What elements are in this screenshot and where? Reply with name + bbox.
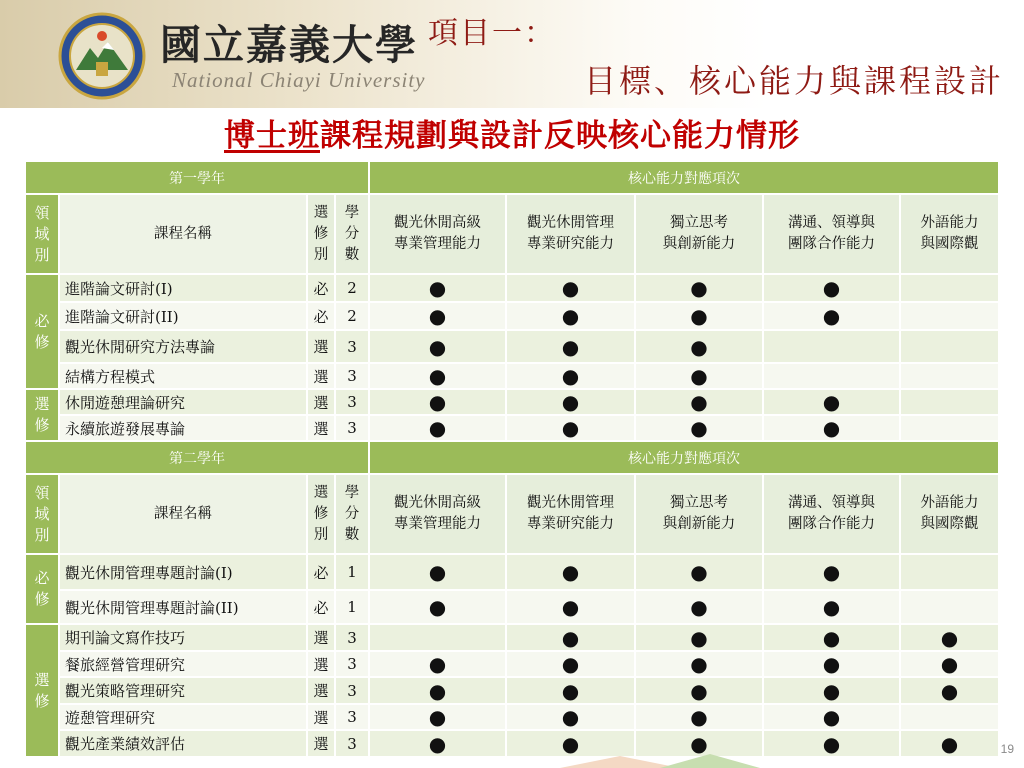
credits-header-char: 學	[344, 204, 360, 221]
domain-char: 選	[34, 670, 50, 689]
competency-cell	[635, 415, 763, 441]
competency-header	[369, 194, 506, 274]
competency-cell	[506, 415, 635, 441]
filled-dot-icon: ●	[822, 595, 841, 619]
competency-header-line: 專業研究能力	[527, 236, 614, 252]
page-number: 19	[1000, 742, 1014, 756]
competency-cell	[763, 330, 900, 363]
filled-dot-icon: ●	[940, 652, 959, 676]
course-type: 選	[307, 330, 335, 363]
competency-cell	[506, 677, 635, 704]
competency-cell	[763, 363, 900, 389]
course-type: 必	[307, 554, 335, 590]
filled-dot-icon: ●	[428, 364, 447, 388]
competency-cell	[635, 590, 763, 624]
filled-dot-icon: ●	[690, 390, 708, 414]
competency-header	[635, 474, 763, 554]
competency-cell	[369, 704, 506, 730]
competency-header-line: 觀光休閒高級	[394, 495, 481, 511]
course-name-header: 課程名稱	[59, 194, 307, 274]
course-row	[25, 624, 999, 651]
competency-header	[369, 474, 506, 554]
filled-dot-icon: ●	[561, 334, 580, 359]
elective-header-char: 選	[313, 204, 329, 221]
credits-header	[335, 194, 369, 274]
competency-cell	[763, 302, 900, 330]
course-row	[25, 415, 999, 441]
domain-cell	[25, 274, 59, 389]
university-seal-icon	[58, 12, 146, 100]
course-type: 必	[307, 274, 335, 302]
filled-dot-icon: ●	[690, 705, 708, 729]
course-credits: 3	[335, 330, 369, 363]
course-row	[25, 389, 999, 415]
course-type: 選	[307, 651, 335, 677]
competency-header-line: 專業管理能力	[394, 236, 481, 252]
domain-header-char: 別	[34, 245, 50, 264]
filled-dot-icon: ●	[428, 652, 447, 676]
course-credits: 2	[335, 274, 369, 302]
competency-cell	[369, 590, 506, 624]
filled-dot-icon: ●	[822, 652, 841, 676]
competency-cell	[506, 389, 635, 415]
course-credits: 3	[335, 415, 369, 441]
elective-header-char: 選	[313, 484, 329, 501]
competency-cell	[900, 651, 999, 677]
filled-dot-icon: ●	[822, 625, 841, 650]
filled-dot-icon: ●	[690, 416, 708, 440]
course-row	[25, 302, 999, 330]
competency-header-line: 與國際觀	[920, 516, 979, 532]
competency-header-line: 外語能力	[920, 215, 979, 231]
competency-cell	[900, 677, 999, 704]
filled-dot-icon: ●	[690, 560, 708, 584]
course-type: 選	[307, 624, 335, 651]
competency-cell	[369, 302, 506, 330]
competency-cell	[763, 704, 900, 730]
filled-dot-icon: ●	[428, 390, 447, 414]
competency-cell	[763, 554, 900, 590]
filled-dot-icon: ●	[822, 678, 841, 703]
competency-cell	[635, 330, 763, 363]
course-name: 永續旅遊發展專論	[59, 415, 307, 441]
competency-cell	[900, 415, 999, 441]
competency-cell	[635, 274, 763, 302]
filled-dot-icon: ●	[561, 652, 580, 676]
competency-cell	[506, 330, 635, 363]
filled-dot-icon: ●	[428, 705, 447, 729]
year-header-row	[25, 161, 999, 194]
competency-cell	[763, 590, 900, 624]
course-name: 觀光休閒管理專題討論(I)	[59, 554, 307, 590]
competency-cell	[506, 554, 635, 590]
filled-dot-icon: ●	[428, 416, 447, 440]
university-name-en: National Chiayi University	[172, 68, 426, 92]
competency-header-line: 與創新能力	[662, 516, 736, 532]
filled-dot-icon: ●	[561, 416, 580, 440]
domain-header-char: 域	[34, 504, 50, 523]
filled-dot-icon: ●	[561, 625, 580, 650]
column-header-row	[25, 474, 999, 554]
course-type: 選	[307, 704, 335, 730]
competency-header-line: 團隊合作能力	[788, 236, 875, 252]
year-label: 第一學年	[25, 161, 369, 194]
competency-cell	[635, 554, 763, 590]
domain-header	[25, 194, 59, 274]
filled-dot-icon: ●	[940, 678, 959, 703]
filled-dot-icon: ●	[561, 731, 580, 756]
course-credits: 1	[335, 590, 369, 624]
filled-dot-icon: ●	[561, 678, 580, 703]
year-label: 第二學年	[25, 441, 369, 474]
course-credits: 3	[335, 677, 369, 704]
course-credits: 3	[335, 704, 369, 730]
mapping-header: 核心能力對應項次	[369, 441, 999, 474]
competency-cell	[506, 651, 635, 677]
competency-header	[506, 474, 635, 554]
course-type: 選	[307, 389, 335, 415]
course-name: 觀光產業績效評估	[59, 730, 307, 757]
competency-cell	[635, 363, 763, 389]
course-credits: 1	[335, 554, 369, 590]
competency-cell	[635, 389, 763, 415]
domain-char: 修	[34, 416, 50, 434]
course-competency-table	[24, 160, 1000, 758]
course-name: 餐旅經營管理研究	[59, 651, 307, 677]
competency-cell	[900, 554, 999, 590]
competency-cell	[369, 677, 506, 704]
competency-cell	[635, 651, 763, 677]
competency-cell	[506, 704, 635, 730]
course-type: 選	[307, 677, 335, 704]
competency-cell	[635, 302, 763, 330]
course-name-header: 課程名稱	[59, 474, 307, 554]
domain-char: 修	[34, 691, 50, 710]
domain-char: 修	[34, 332, 50, 351]
competency-header	[763, 194, 900, 274]
course-name: 觀光休閒研究方法專論	[59, 330, 307, 363]
filled-dot-icon: ●	[561, 390, 580, 414]
course-credits: 2	[335, 302, 369, 330]
filled-dot-icon: ●	[561, 595, 580, 619]
filled-dot-icon: ●	[822, 560, 841, 584]
page-title-rest: 課程規劃與設計反映核心能力情形	[320, 118, 800, 154]
competency-cell	[763, 274, 900, 302]
course-row	[25, 730, 999, 757]
course-type: 選	[307, 363, 335, 389]
competency-cell	[900, 389, 999, 415]
elective-header	[307, 194, 335, 274]
competency-cell	[763, 651, 900, 677]
domain-char: 必	[34, 569, 50, 587]
filled-dot-icon: ●	[428, 560, 447, 584]
domain-header-char: 別	[34, 525, 50, 544]
filled-dot-icon: ●	[561, 276, 580, 300]
elective-header	[307, 474, 335, 554]
competency-cell	[369, 330, 506, 363]
competency-cell	[506, 363, 635, 389]
item-subtitle: 目標、核心能力與課程設計	[583, 62, 1004, 100]
competency-header-line: 觀光休閒高級	[394, 215, 481, 231]
competency-cell	[900, 624, 999, 651]
domain-cell	[25, 624, 59, 757]
competency-header-line: 觀光休閒管理	[527, 215, 614, 231]
course-credits: 3	[335, 651, 369, 677]
university-name: 國立嘉義大學	[160, 21, 418, 69]
competency-cell	[763, 624, 900, 651]
table-body	[25, 161, 999, 757]
header-banner	[0, 0, 1024, 108]
competency-header	[900, 194, 999, 274]
credits-header-char: 數	[344, 246, 360, 263]
competency-cell	[369, 730, 506, 757]
year-header-row	[25, 441, 999, 474]
competency-cell	[900, 363, 999, 389]
filled-dot-icon: ●	[690, 652, 708, 676]
competency-cell	[369, 389, 506, 415]
competency-cell	[369, 363, 506, 389]
competency-header-line: 溝通、領導與	[788, 215, 875, 231]
competency-header-line: 與創新能力	[662, 236, 736, 252]
course-type: 選	[307, 415, 335, 441]
course-row	[25, 363, 999, 389]
course-credits: 3	[335, 389, 369, 415]
domain-header	[25, 474, 59, 554]
course-type: 必	[307, 302, 335, 330]
competency-cell	[369, 554, 506, 590]
filled-dot-icon: ●	[428, 595, 447, 619]
competency-header-line: 與國際觀	[920, 236, 979, 252]
competency-cell	[900, 590, 999, 624]
course-name: 觀光策略管理研究	[59, 677, 307, 704]
competency-cell	[900, 704, 999, 730]
course-row	[25, 704, 999, 730]
course-type: 必	[307, 590, 335, 624]
domain-cell	[25, 554, 59, 624]
filled-dot-icon: ●	[822, 416, 841, 440]
competency-header-line: 觀光休閒管理	[527, 495, 614, 511]
competency-header	[900, 474, 999, 554]
course-name: 進階論文研討(I)	[59, 274, 307, 302]
course-name: 結構方程模式	[59, 363, 307, 389]
credits-header-char: 數	[344, 526, 360, 543]
filled-dot-icon: ●	[690, 276, 708, 300]
filled-dot-icon: ●	[690, 364, 708, 388]
course-row	[25, 330, 999, 363]
competency-header-line: 專業管理能力	[394, 516, 481, 532]
competency-cell	[635, 677, 763, 704]
competency-header	[506, 194, 635, 274]
competency-cell	[763, 677, 900, 704]
page-title	[0, 110, 1024, 155]
competency-cell	[506, 624, 635, 651]
course-row	[25, 590, 999, 624]
competency-cell	[900, 730, 999, 757]
competency-cell	[763, 415, 900, 441]
filled-dot-icon: ●	[822, 390, 841, 414]
competency-cell	[369, 274, 506, 302]
competency-cell	[900, 302, 999, 330]
course-row	[25, 274, 999, 302]
credits-header-char: 分	[344, 225, 360, 242]
filled-dot-icon: ●	[690, 678, 708, 703]
filled-dot-icon: ●	[428, 334, 447, 359]
credits-header-char: 分	[344, 505, 360, 522]
domain-header-char: 領	[34, 203, 50, 222]
filled-dot-icon: ●	[428, 731, 447, 756]
elective-header-char: 別	[313, 526, 329, 543]
filled-dot-icon: ●	[822, 731, 841, 756]
elective-header-char: 修	[313, 225, 329, 242]
competency-cell	[763, 730, 900, 757]
competency-cell	[369, 624, 506, 651]
filled-dot-icon: ●	[428, 678, 447, 703]
domain-header-char: 領	[34, 483, 50, 502]
elective-header-char: 別	[313, 246, 329, 263]
competency-header-line: 團隊合作能力	[788, 516, 875, 532]
domain-char: 必	[34, 311, 50, 330]
column-header-row	[25, 194, 999, 274]
filled-dot-icon: ●	[690, 334, 708, 359]
filled-dot-icon: ●	[561, 364, 580, 388]
competency-cell	[763, 389, 900, 415]
competency-header-line: 溝通、領導與	[788, 495, 875, 511]
competency-cell	[900, 330, 999, 363]
competency-header	[763, 474, 900, 554]
page-title-underlined: 博士班	[224, 118, 320, 154]
domain-char: 選	[34, 395, 50, 413]
filled-dot-icon: ●	[561, 705, 580, 729]
course-credits: 3	[335, 730, 369, 757]
domain-cell	[25, 389, 59, 441]
filled-dot-icon: ●	[561, 560, 580, 584]
filled-dot-icon: ●	[428, 304, 447, 328]
mapping-header: 核心能力對應項次	[369, 161, 999, 194]
filled-dot-icon: ●	[822, 705, 841, 729]
filled-dot-icon: ●	[428, 276, 447, 300]
competency-header-line: 獨立思考	[670, 215, 728, 231]
competency-header	[635, 194, 763, 274]
decorative-leaf	[560, 752, 760, 768]
competency-cell	[506, 302, 635, 330]
filled-dot-icon: ●	[690, 304, 708, 328]
item-title: 項目一：	[428, 16, 556, 51]
filled-dot-icon: ●	[690, 625, 708, 650]
course-credits: 3	[335, 363, 369, 389]
filled-dot-icon: ●	[822, 304, 841, 328]
elective-header-char: 修	[313, 505, 329, 522]
filled-dot-icon: ●	[690, 731, 708, 756]
filled-dot-icon: ●	[940, 625, 959, 650]
competency-cell	[506, 590, 635, 624]
competency-cell	[369, 415, 506, 441]
filled-dot-icon: ●	[690, 595, 708, 619]
filled-dot-icon: ●	[940, 731, 959, 756]
course-row	[25, 554, 999, 590]
competency-header-line: 外語能力	[920, 495, 979, 511]
domain-char: 修	[34, 590, 50, 608]
competency-header-line: 獨立思考	[670, 495, 728, 511]
competency-cell	[900, 274, 999, 302]
credits-header	[335, 474, 369, 554]
competency-cell	[369, 651, 506, 677]
course-name: 期刊論文寫作技巧	[59, 624, 307, 651]
course-name: 進階論文研討(II)	[59, 302, 307, 330]
filled-dot-icon: ●	[561, 304, 580, 328]
course-credits: 3	[335, 624, 369, 651]
competency-cell	[635, 704, 763, 730]
course-name: 遊憩管理研究	[59, 704, 307, 730]
filled-dot-icon: ●	[822, 276, 841, 300]
competency-cell	[506, 274, 635, 302]
course-name: 觀光休閒管理專題討論(II)	[59, 590, 307, 624]
course-name: 休閒遊憩理論研究	[59, 389, 307, 415]
course-type: 選	[307, 730, 335, 757]
competency-cell	[635, 624, 763, 651]
course-row	[25, 651, 999, 677]
course-row	[25, 677, 999, 704]
domain-header-char: 域	[34, 224, 50, 243]
competency-header-line: 專業研究能力	[527, 516, 614, 532]
credits-header-char: 學	[344, 484, 360, 501]
